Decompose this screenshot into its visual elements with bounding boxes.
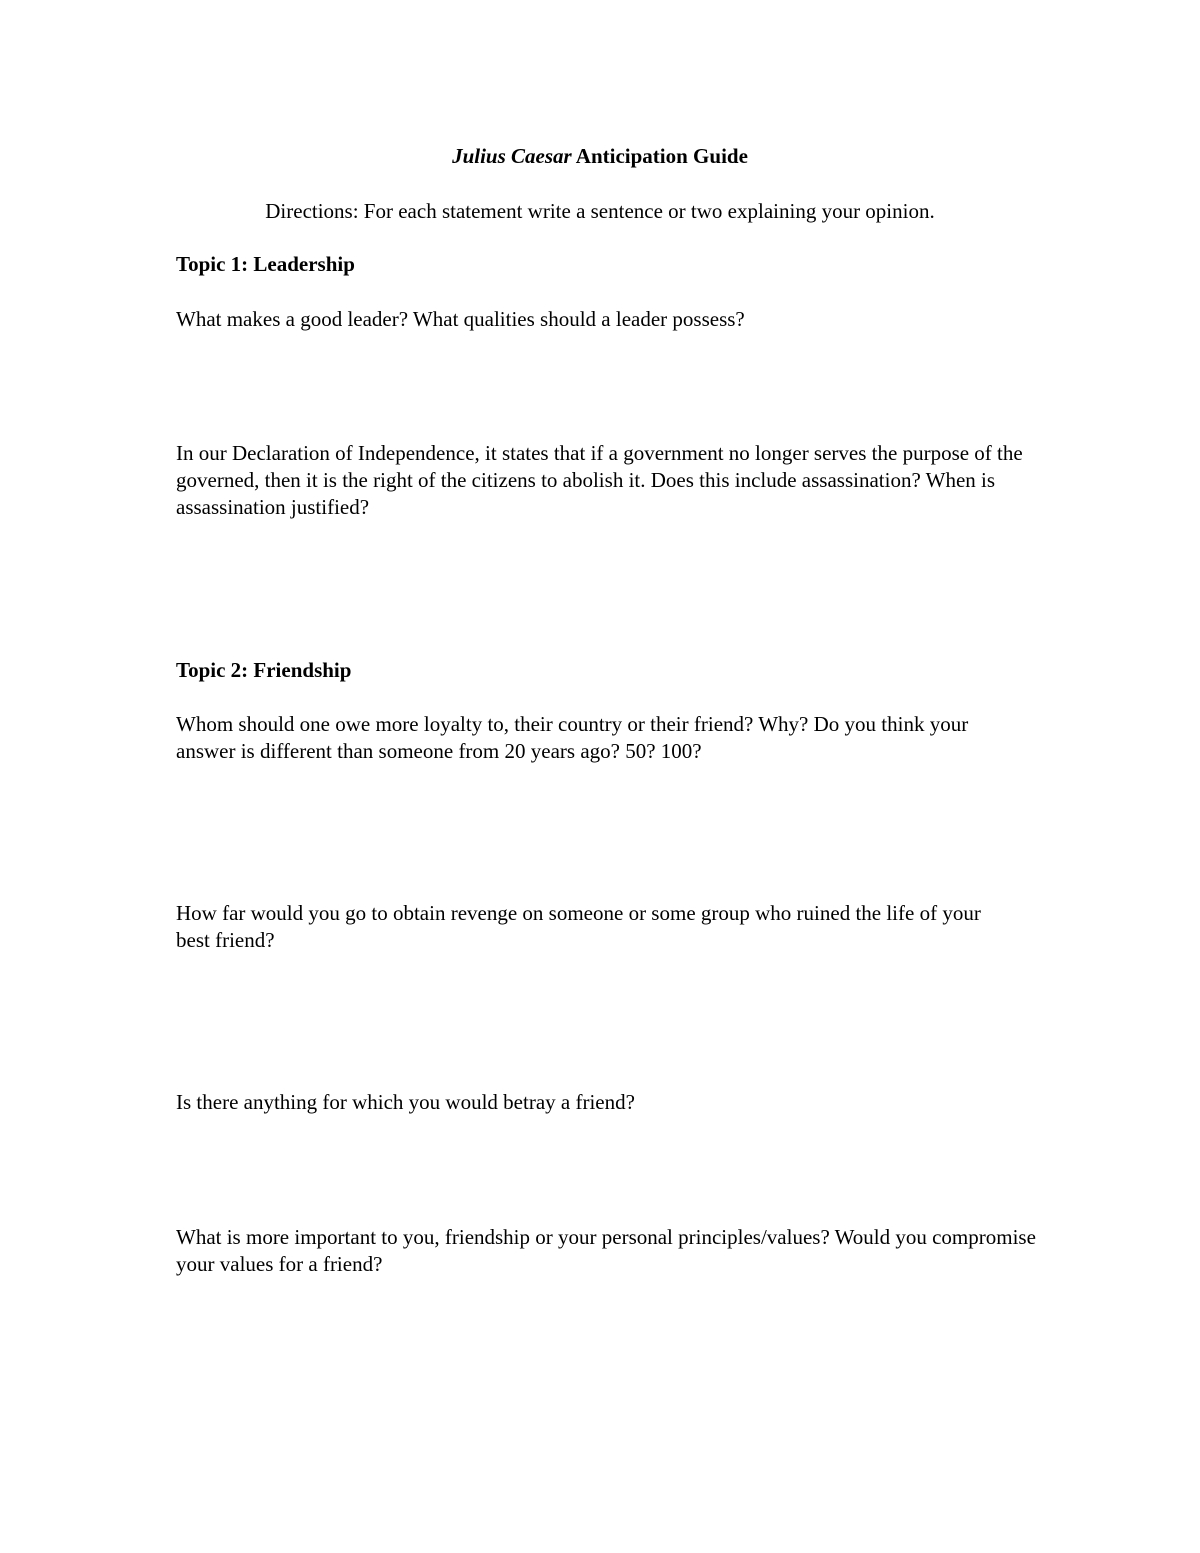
topic-2-question-2: How far would you go to obtain revenge on someone or some group who ruined the life of your best friend? (176, 901, 981, 952)
topic-1-question-2: In our Declaration of Independence, it states that if a government no longer serves the purpose of the governed, then it is the right of the citizens to abolish it. Does this include assassination? When is assassination justified? (176, 441, 1023, 519)
topic-1-question-1: What makes a good leader? What qualities should a leader possess? (176, 307, 745, 331)
directions-text: Directions: For each statement write a sentence or two explaining your opinion. (265, 199, 935, 223)
topic-2-question-1: Whom should one owe more loyalty to, their country or their friend? Why? Do you think your answer is different than someone from 20 years ago? 50? 100? (176, 712, 969, 763)
topic-2-question-3: Is there anything for which you would betray a friend? (176, 1090, 635, 1114)
title-rest: Anticipation Guide (571, 144, 748, 168)
topic-2-heading: Topic 2: Friendship (176, 658, 352, 682)
topic-1-heading: Topic 1: Leadership (176, 252, 355, 276)
page-title (0, 142, 1200, 170)
title-italic: Julius Caesar (452, 144, 572, 168)
topic-2-question-4: What is more important to you, friendship or your personal principles/values? Would you compromise your values for a friend? (176, 1225, 1036, 1276)
